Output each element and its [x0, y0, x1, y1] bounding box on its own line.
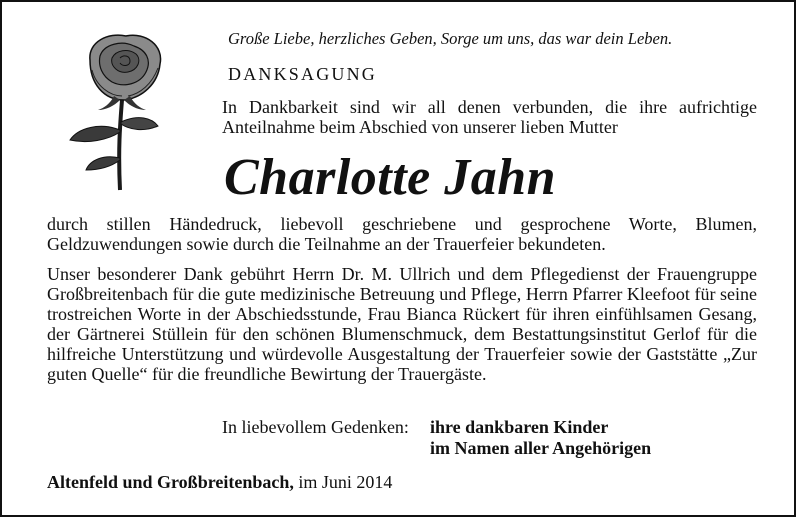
- motto: Große Liebe, herzliches Geben, Sorge um uns, das war dein Leben.: [228, 29, 673, 48]
- body-text: [47, 214, 757, 394]
- signer-line-1: ihre dankbaren Kinder: [430, 417, 609, 437]
- heading: DANKSAGUNG: [228, 64, 378, 84]
- signature-row-1: [222, 417, 762, 438]
- signer-line-2: im Namen aller Angehörigen: [430, 438, 652, 458]
- paragraph-2: Unser besonderer Dank gebührt Herrn Dr. M. Ullrich und dem Pflegedienst der Frauengruppe Großbreitenbach für die gute medizinische Betreuung und Pflege, Herrn Pfarrer Kleefoot für seine trostreichen Worte in der Abschiedsstunde, Frau Bianca Rückert für ihren einfühlsamen Gesang, der Gärtnerei Stüllein für den schönen Blumenschmuck, dem Bestattungsinstitut Gerlof für die hilfreiche Unterstützung und würdevolle Ausgestaltung der Trauerfeier sowie der Gaststätte „Zur guten Quelle“ für die freundliche Bewirtung der Trauergäste.: [47, 264, 757, 384]
- rose-icon: [60, 30, 180, 194]
- place-date: [47, 472, 392, 493]
- gedenken-spacer: [222, 438, 430, 459]
- intro-text: [222, 97, 757, 137]
- deceased-name: Charlotte Jahn: [224, 149, 557, 206]
- signature-row-2: [222, 438, 762, 459]
- signature-block: [222, 417, 762, 459]
- gedenken-label: In liebevollem Gedenken:: [222, 417, 409, 437]
- place-date-text: im Juni 2014: [298, 472, 393, 492]
- place-location: Altenfeld und Großbreitenbach,: [47, 472, 294, 492]
- intro-paragraph: In Dankbarkeit sind wir all denen verbunden, die ihre aufrichtige Anteilnahme beim Abschied von unserer lieben Mutter: [222, 97, 757, 137]
- paragraph-1: durch stillen Händedruck, liebevoll geschriebene und gesprochene Worte, Blumen, Geldzuwendungen sowie durch die Teilnahme an der Trauerfeier bekundeten.: [47, 214, 757, 254]
